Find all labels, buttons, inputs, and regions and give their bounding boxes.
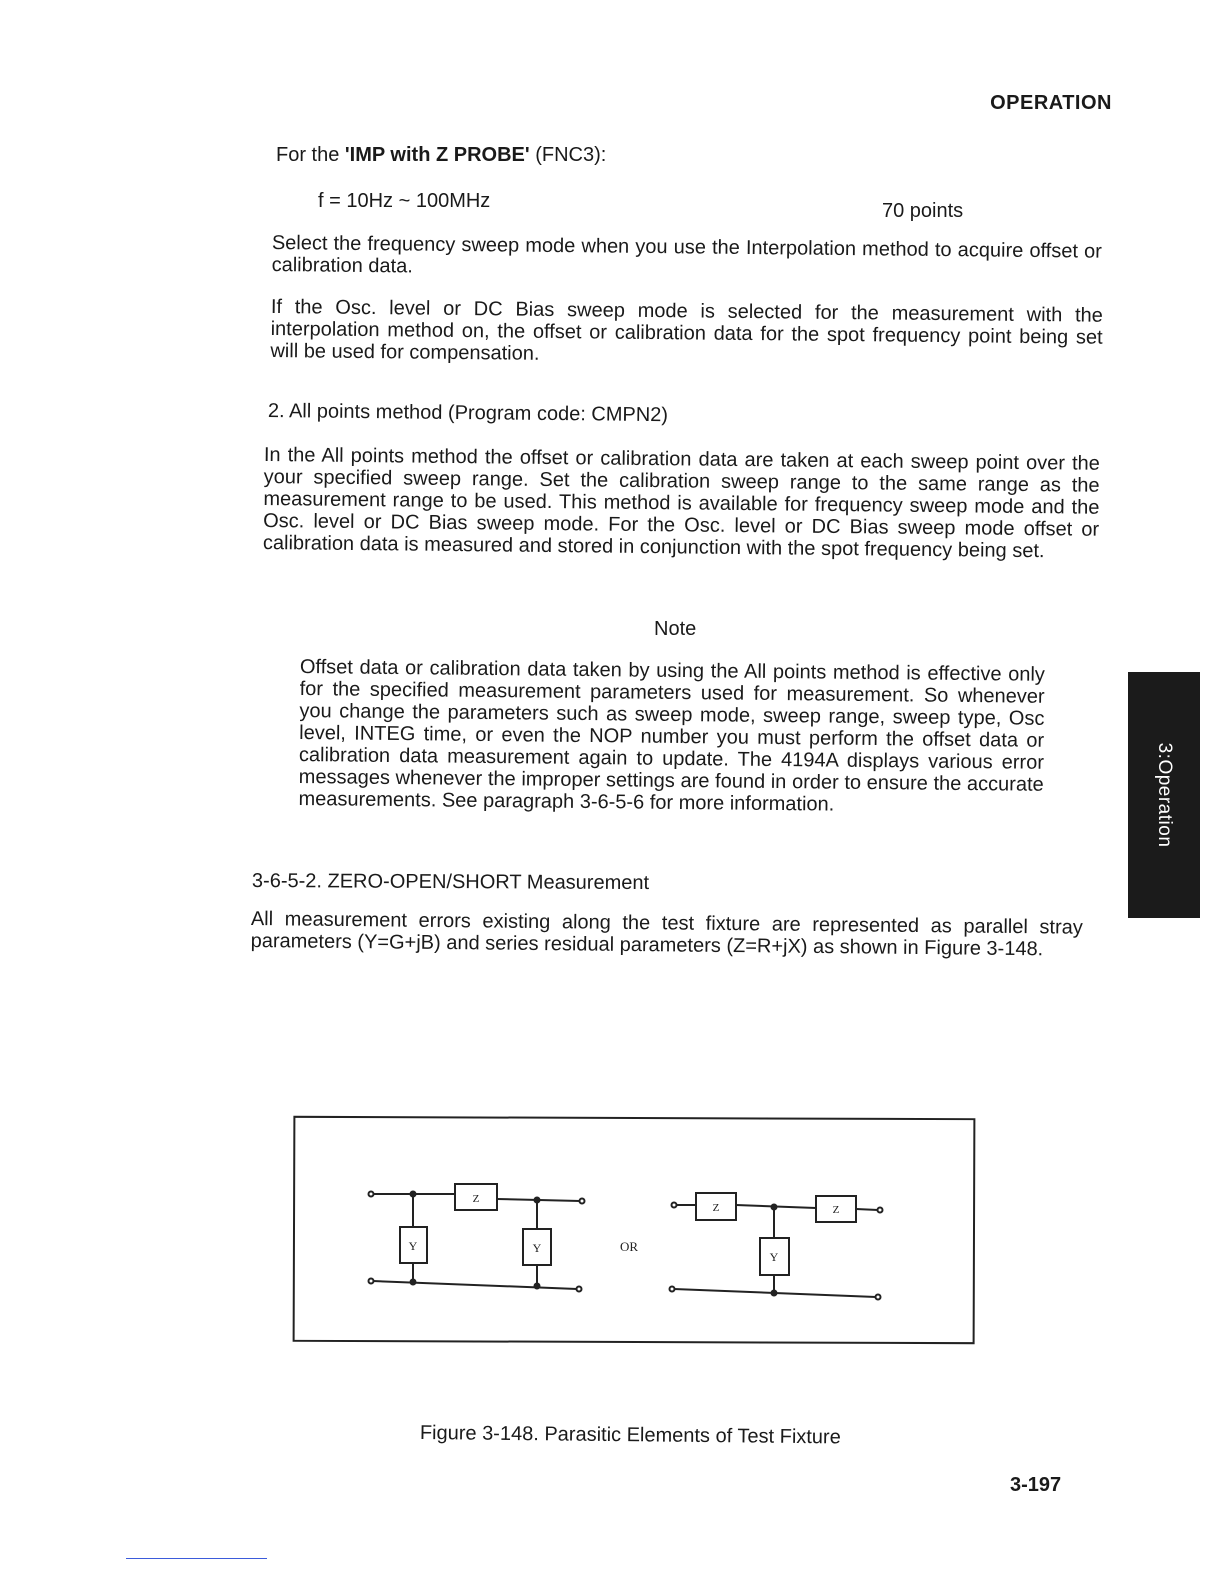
intro-function-name: 'IMP with Z PROBE' xyxy=(344,144,530,166)
zero-section-body: All measurement errors existing along the test fixture are represented as parallel stray parameters (Y=G+jB) and series residual parameters (Z=R+jX) as shown in Figure 3-148. xyxy=(250,908,1083,961)
note-title: Note xyxy=(654,618,697,640)
zero-section-heading: 3-6-5-2. ZERO-OPEN/SHORT Measurement xyxy=(251,870,650,895)
left-terminal-bottom-out xyxy=(577,1287,582,1292)
right-top-wire-c xyxy=(856,1209,878,1210)
right-terminal-bottom-in xyxy=(670,1287,675,1292)
right-z1-label: Z xyxy=(712,1202,720,1214)
operation-side-tab xyxy=(1128,672,1200,918)
right-node-top xyxy=(772,1205,777,1210)
frequency-range: f = 10Hz ~ 100MHz xyxy=(318,190,491,212)
left-terminal-top-in xyxy=(369,1192,374,1197)
right-node-bottom xyxy=(772,1291,777,1296)
allpoints-body: In the All points method the offset or calibration data are taken at each sweep point over the your specified sweep range. Set the calibration sweep range to the same range as the measurement range to be used. This method is available for frequency sweep mode and the Osc. level or DC Bias sweep mode. For the Osc. level or DC Bias sweep mode offset or calibration data is measured and stored in conjunction with the spot frequency being set. xyxy=(262,444,1100,563)
paragraph-osc-level: If the Osc. level or DC Bias sweep mode is selected for the measurement with the interpolation method on, the offset or calibration data for the spot frequency point being set will be used for compensation. xyxy=(270,296,1103,365)
left-terminal-bottom-in xyxy=(369,1279,374,1284)
page-number: 3-197 xyxy=(1010,1474,1062,1496)
or-label: OR xyxy=(619,1239,639,1254)
left-bottom-wire xyxy=(373,1281,577,1289)
left-node-bottom-2 xyxy=(535,1284,540,1289)
left-node-top-2 xyxy=(535,1198,540,1203)
right-z2-label: Z xyxy=(832,1204,840,1216)
figure-caption: Figure 3-148. Parasitic Elements of Test Fixture xyxy=(419,1422,841,1449)
intro-suffix: (FNC3): xyxy=(529,144,607,166)
left-node-bottom-1 xyxy=(411,1280,416,1285)
right-terminal-bottom-out xyxy=(876,1295,881,1300)
left-node-top-1 xyxy=(411,1192,416,1197)
left-y1-label: Y xyxy=(408,1239,418,1253)
right-terminal-top-out xyxy=(878,1208,883,1213)
allpoints-heading: 2. All points method (Program code: CMPN2) xyxy=(267,400,669,427)
parasitic-elements-diagram xyxy=(293,1117,975,1343)
right-terminal-top-in xyxy=(672,1203,677,1208)
footer-rule xyxy=(126,1558,267,1559)
section-header: OPERATION xyxy=(990,92,1112,114)
intro-line xyxy=(276,144,606,167)
left-z-label: Z xyxy=(472,1193,480,1205)
left-y2-label: Y xyxy=(532,1241,542,1255)
side-tab-label: 3:Operation xyxy=(1154,742,1175,848)
points-count: 70 points xyxy=(882,200,964,222)
right-y-label: Y xyxy=(769,1250,779,1264)
note-body: Offset data or calibration data taken by using the All points method is effective only for the specified measurement parameters used for measurement. So whenever you change the parameters such as sweep mode, sweep range, sweep type, Osc level, INTEG time, or even the NOP number you must perform the offset data or calibration data measurement again to update. The 4194A displays various error messages whenever the improper settings are found in order to ensure the accurate measurements. See paragraph 3-6-5-6 for more information. xyxy=(298,656,1045,816)
left-terminal-top-out xyxy=(580,1199,585,1204)
right-circuit xyxy=(670,1193,883,1300)
intro-prefix: For the xyxy=(276,144,345,166)
paragraph-select-mode: Select the frequency sweep mode when you use the Interpolation method to acquire offset or calibration data. xyxy=(271,232,1102,278)
